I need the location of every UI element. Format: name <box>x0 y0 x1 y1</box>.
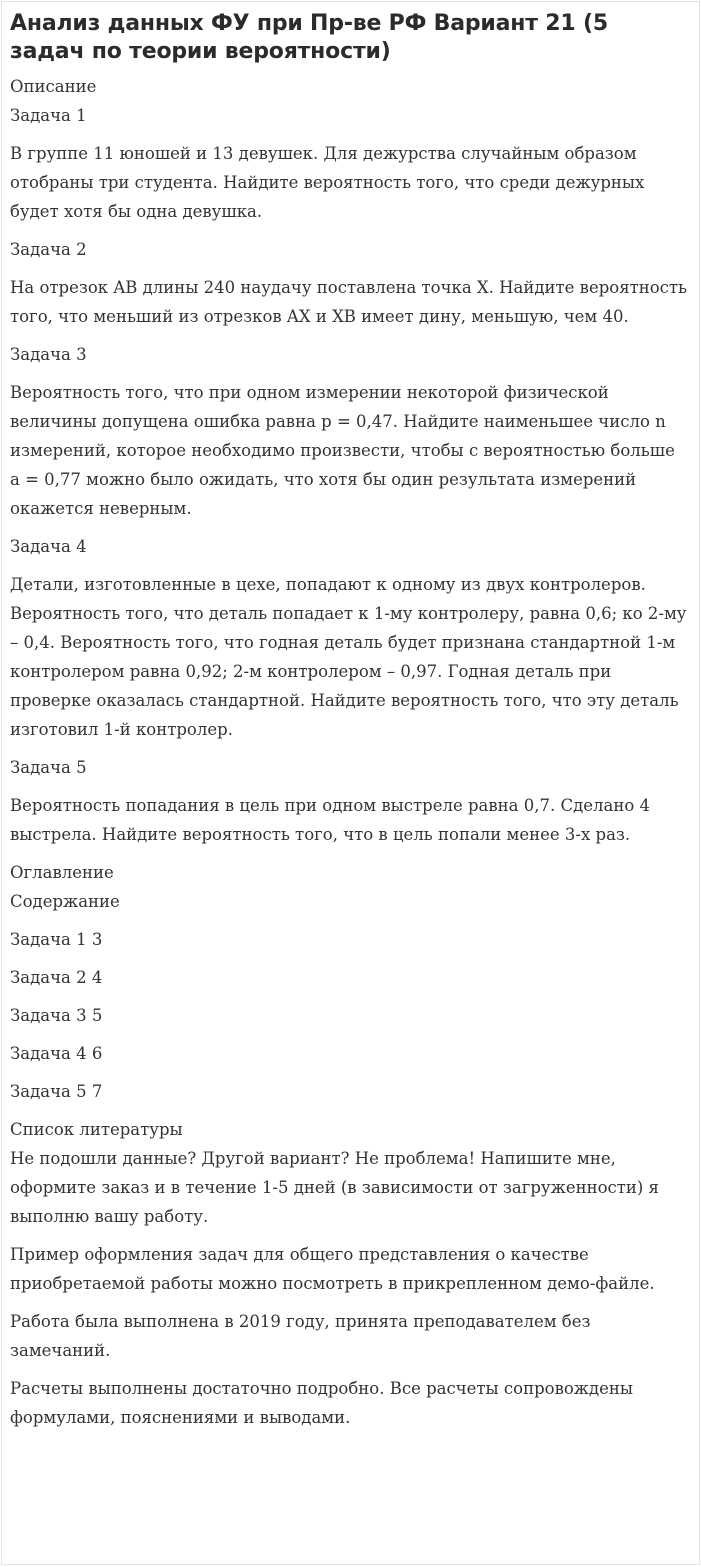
task-1 <box>10 101 689 226</box>
description-label: Описание <box>10 77 97 96</box>
contents-label: Содержание <box>10 892 120 911</box>
task-label: Задача 3 <box>10 345 87 364</box>
task-label: Задача 2 <box>10 240 87 259</box>
toc-list <box>10 925 689 1106</box>
task-text: На отрезок AB длины 240 наудачу поставлена точка X. Найдите вероятность того, что меньший из отрезков AX и XB имеет дину, меньшую, чем 40. <box>10 278 688 326</box>
task-2 <box>10 235 689 331</box>
toc-item: Задача 1 3 <box>10 930 103 949</box>
task-text: Детали, изготовленные в цехе, попадают к одному из двух контролеров. Вероятность того, что деталь попадает к 1-му контролеру, равна 0,6; ко 2-му – 0,4. Вероятность того, что годная деталь будет признана стандартной 1-м контролером равна 0,92; 2-м контролером – 0,97. Годная деталь при проверке оказалась стандартной. Найдите вероятность того, что эту деталь изготовил 1-й контролер. <box>10 575 687 739</box>
document-card <box>1 1 700 1565</box>
closing-paragraph: Не подошли данные? Другой вариант? Не проблема! Напишите мне, оформите заказ и в течение 1-5 дней (в зависимости от загруженности) я выполню вашу работу. <box>10 1149 659 1226</box>
toc-item: Задача 4 6 <box>10 1044 103 1063</box>
closing-paragraph: Расчеты выполнены достаточно подробно. Все расчеты сопровождены формулами, пояснениями и выводами. <box>10 1379 634 1427</box>
toc-label: Оглавление <box>10 863 114 882</box>
bibliography-label: Список литературы <box>10 1120 183 1139</box>
task-label: Задача 1 <box>10 106 87 125</box>
closing-paragraph: Пример оформления задач для общего представления о качестве приобретаемой работы можно посмотреть в прикрепленном демо-файле. <box>10 1245 655 1293</box>
task-label: Задача 4 <box>10 537 87 556</box>
toc-item: Задача 5 7 <box>10 1082 103 1101</box>
task-label: Задача 5 <box>10 758 87 777</box>
toc-item: Задача 3 5 <box>10 1006 103 1025</box>
closing-paragraph: Работа была выполнена в 2019 году, принята преподавателем без замечаний. <box>10 1312 591 1360</box>
task-4 <box>10 532 689 744</box>
page-title: Анализ данных ФУ при Пр-ве РФ Вариант 21 (5 задач по теории вероятности) <box>10 11 608 64</box>
task-5 <box>10 753 689 849</box>
task-text: Вероятность того, что при одном измерении некоторой физической величины допущена ошибка равна p = 0,47. Найдите наименьшее число n измерений, которое необходимо произвести, чтобы с вероятностью больше a = 0,77 можно было ожидать, что хотя бы один результата измерений окажется неверным. <box>10 383 675 518</box>
task-text: В группе 11 юношей и 13 девушек. Для дежурства случайным образом отобраны три студента. Найдите вероятность того, что среди дежурных будет хотя бы одна девушка. <box>10 144 645 221</box>
task-text: Вероятность попадания в цель при одном выстреле равна 0,7. Сделано 4 выстрела. Найдите вероятность того, что в цель попали менее 3-х раз. <box>10 796 651 844</box>
task-3 <box>10 340 689 523</box>
toc-item: Задача 2 4 <box>10 968 103 987</box>
